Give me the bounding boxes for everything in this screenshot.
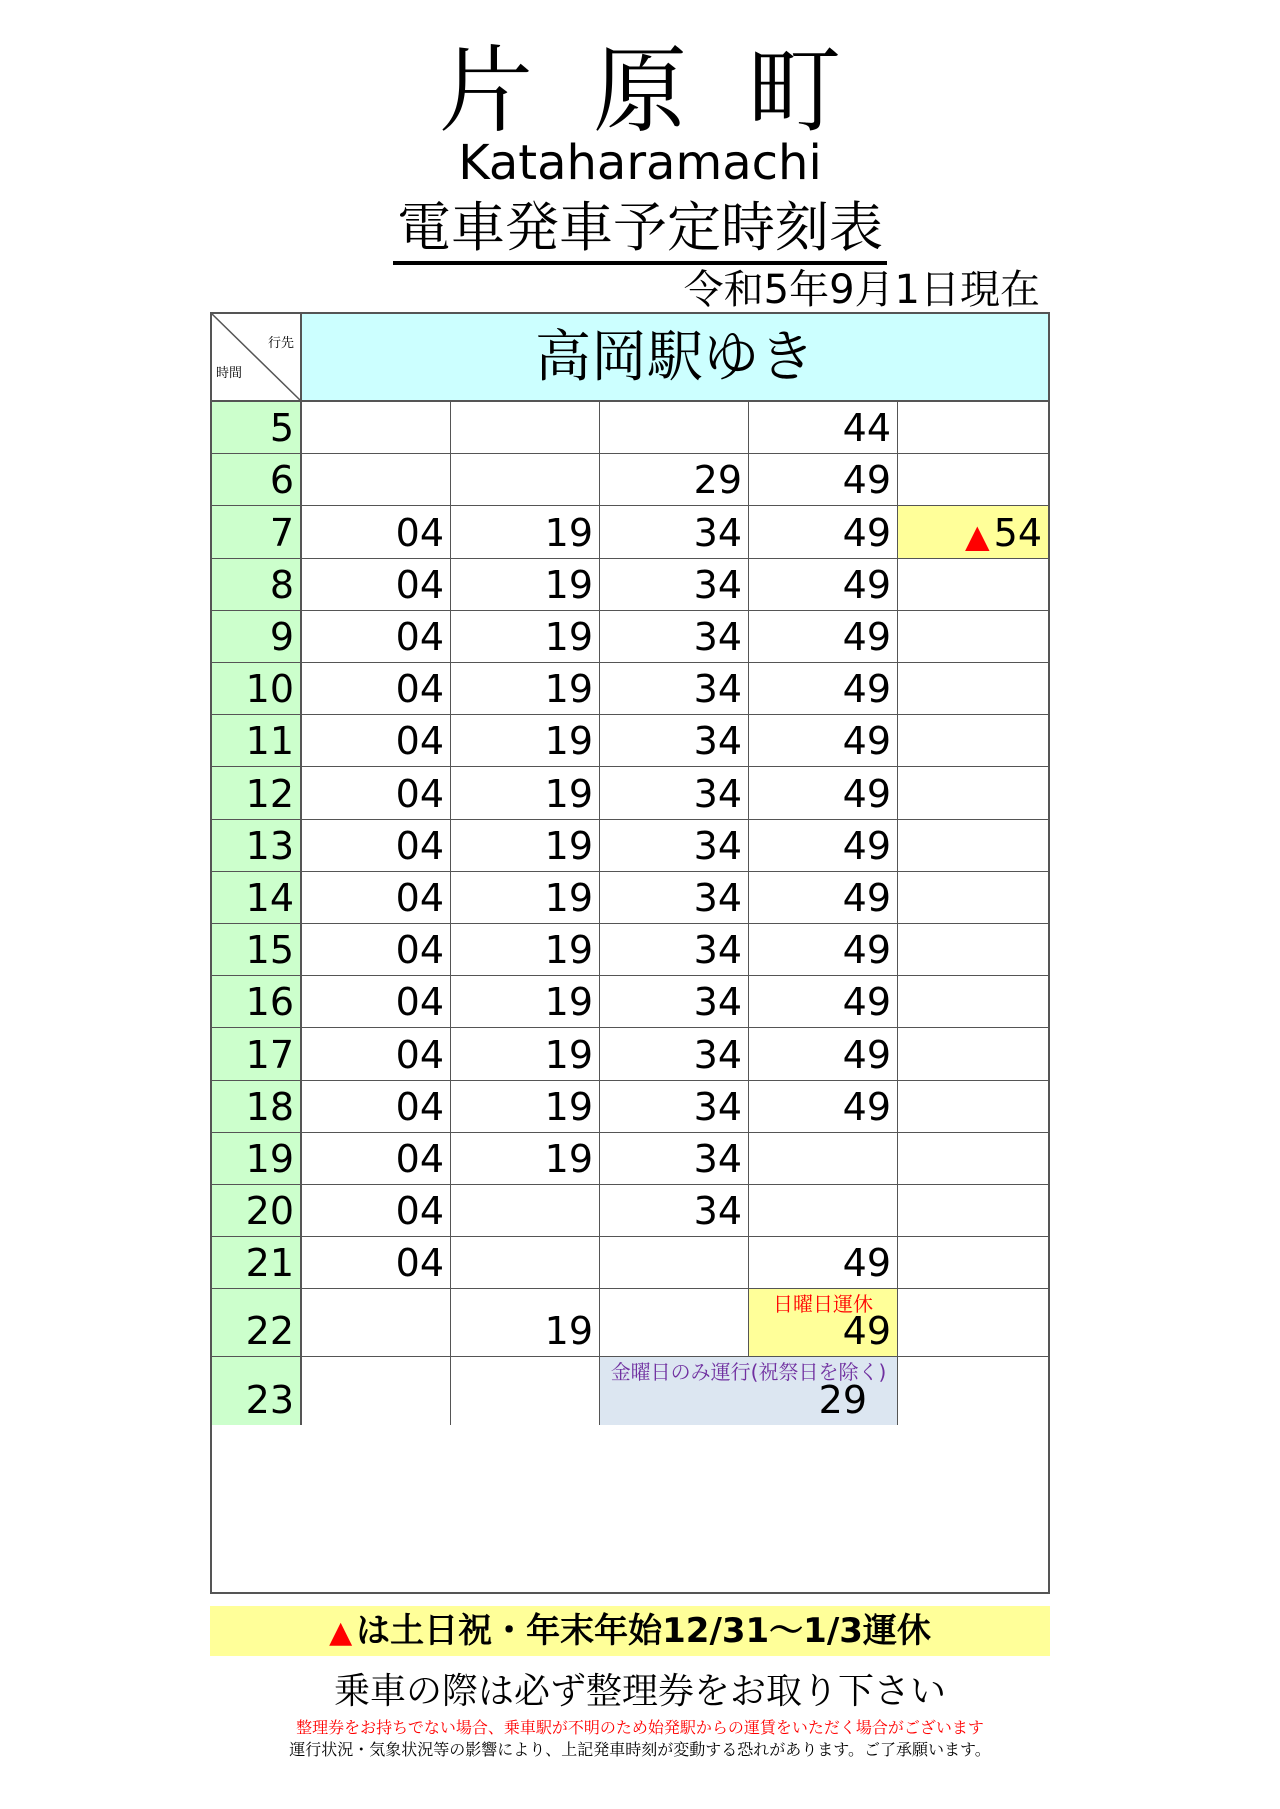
suspension-note-bar xyxy=(210,1606,1050,1656)
table-row xyxy=(212,663,1048,715)
minute-cell xyxy=(600,1237,749,1288)
triangle-mark-icon: ▲ xyxy=(329,1615,353,1650)
minute-cell xyxy=(898,402,1048,453)
minute-cell xyxy=(451,454,600,505)
table-row xyxy=(212,767,1048,819)
minute-cell xyxy=(451,402,600,453)
timetable-heading-text: 電車発車予定時刻表 xyxy=(393,196,887,265)
table-row xyxy=(212,1289,1048,1357)
minute-cell: 19 xyxy=(451,1028,600,1079)
hour-cell: 7 xyxy=(212,506,302,557)
ticket-warning: 整理券をお持ちでない場合、乗車駅が不明のため始発駅からの運賃をいただく場合がございます xyxy=(296,1718,984,1737)
minute-cell xyxy=(451,1237,600,1288)
hour-cell: 8 xyxy=(212,559,302,610)
minute-cell xyxy=(898,872,1048,923)
minute-cell: 04 xyxy=(302,663,451,714)
minute-cell: 04 xyxy=(302,611,451,662)
minute-cell: 49 xyxy=(749,820,898,871)
hour-cell: 23 xyxy=(212,1357,302,1425)
table-row xyxy=(212,1133,1048,1185)
minute-cell: 49 xyxy=(749,1028,898,1079)
table-row xyxy=(212,820,1048,872)
minute-cell xyxy=(898,1081,1048,1132)
minute-cell: 19 xyxy=(451,506,600,557)
minute-cell: 04 xyxy=(302,1133,451,1184)
minute-cell: 34 xyxy=(600,1133,749,1184)
minute-cell: 49 xyxy=(749,1237,898,1288)
minute-cell xyxy=(898,767,1048,818)
minute-cell: 19 xyxy=(451,767,600,818)
hour-cell: 12 xyxy=(212,767,302,818)
hour-cell: 10 xyxy=(212,663,302,714)
minute-value: 29 xyxy=(818,1378,867,1423)
minute-cell: 19 xyxy=(451,559,600,610)
minute-cell xyxy=(898,663,1048,714)
minute-cell: 19 xyxy=(451,872,600,923)
as-of-date: 令和5年9月1日現在 xyxy=(683,267,1040,313)
minute-cell xyxy=(749,1185,898,1236)
hour-cell: 15 xyxy=(212,924,302,975)
minute-cell: 49 xyxy=(749,872,898,923)
hour-cell: 6 xyxy=(212,454,302,505)
corner-destination-label: 行先 xyxy=(267,336,294,351)
hour-cell: 5 xyxy=(212,402,302,453)
minute-cell: 49 xyxy=(749,924,898,975)
hour-cell: 16 xyxy=(212,976,302,1027)
minute-cell xyxy=(898,820,1048,871)
minute-cell: 19 xyxy=(451,976,600,1027)
minute-cell: 34 xyxy=(600,1028,749,1079)
timetable xyxy=(210,312,1050,1594)
table-row xyxy=(212,454,1048,506)
minute-cell: 19 xyxy=(451,715,600,766)
table-row xyxy=(212,1237,1048,1289)
minute-cell xyxy=(898,1357,1048,1425)
minute-cell xyxy=(898,1185,1048,1236)
minute-cell: 49 xyxy=(749,715,898,766)
boarding-notice: 乗車の際は必ず整理券をお取り下さい xyxy=(333,1671,946,1712)
minute-cell: 34 xyxy=(600,976,749,1027)
minute-cell: 49 xyxy=(749,559,898,610)
suspension-note: は土日祝・年末年始12/31〜1/3運休 xyxy=(356,1611,931,1651)
minute-cell: 34 xyxy=(600,715,749,766)
hour-cell: 14 xyxy=(212,872,302,923)
minute-cell xyxy=(898,715,1048,766)
diagonal-divider xyxy=(212,314,300,400)
hour-cell: 20 xyxy=(212,1185,302,1236)
minute-cell: 04 xyxy=(302,559,451,610)
minute-cell xyxy=(600,402,749,453)
hour-cell: 21 xyxy=(212,1237,302,1288)
minute-cell xyxy=(600,1289,749,1356)
table-row xyxy=(212,611,1048,663)
minute-value: 54 xyxy=(993,510,1042,555)
friday-only-note: 金曜日のみ運行(祝祭日を除く) xyxy=(610,1360,887,1385)
minute-cell: 34 xyxy=(600,1185,749,1236)
delay-notice: 運行状況・気象状況等の影響により、上記発車時刻が変動する恐れがあります。ご了承願います。 xyxy=(289,1740,991,1759)
table-row xyxy=(212,924,1048,976)
minute-cell xyxy=(898,976,1048,1027)
triangle-mark-icon: ▲ xyxy=(965,516,990,555)
minute-cell xyxy=(898,1289,1048,1356)
minute-cell xyxy=(749,1289,898,1356)
minute-cell xyxy=(898,611,1048,662)
minute-cell xyxy=(302,1289,451,1356)
minute-cell xyxy=(302,454,451,505)
minute-cell: 34 xyxy=(600,663,749,714)
minute-cell: 49 xyxy=(749,454,898,505)
minute-cell: 04 xyxy=(302,924,451,975)
minute-value: 49 xyxy=(842,1309,891,1354)
minute-cell: 49 xyxy=(749,1081,898,1132)
minute-cell: 34 xyxy=(600,924,749,975)
destination-header: 高岡駅ゆき xyxy=(302,314,1048,402)
table-row xyxy=(212,1081,1048,1133)
minute-cell xyxy=(898,454,1048,505)
table-row xyxy=(212,715,1048,767)
hour-cell: 17 xyxy=(212,1028,302,1079)
minute-cell: 04 xyxy=(302,976,451,1027)
minute-cell: 19 xyxy=(451,611,600,662)
hour-cell: 11 xyxy=(212,715,302,766)
minute-cell: 04 xyxy=(302,767,451,818)
minute-cell: 49 xyxy=(749,663,898,714)
minute-cell: 34 xyxy=(600,611,749,662)
minute-cell: 34 xyxy=(600,559,749,610)
station-name: 片原町 xyxy=(438,37,901,146)
minute-cell: 49 xyxy=(749,976,898,1027)
table-row xyxy=(212,1185,1048,1237)
timetable-heading xyxy=(0,196,1280,260)
minute-cell xyxy=(451,1185,600,1236)
table-row xyxy=(212,1028,1048,1080)
minute-cell: 04 xyxy=(302,1028,451,1079)
hour-cell: 13 xyxy=(212,820,302,871)
minute-cell: 19 xyxy=(451,1081,600,1132)
minute-cell: 19 xyxy=(451,820,600,871)
minute-cell xyxy=(898,506,1048,557)
minute-cell: 04 xyxy=(302,506,451,557)
table-row xyxy=(212,976,1048,1028)
hour-cell: 19 xyxy=(212,1133,302,1184)
minute-cell xyxy=(898,1028,1048,1079)
hour-cell: 9 xyxy=(212,611,302,662)
minute-cell: 04 xyxy=(302,1081,451,1132)
station-romaji: Kataharamachi xyxy=(458,135,822,191)
minute-cell: 19 xyxy=(451,924,600,975)
minute-cell xyxy=(451,1357,600,1425)
table-row xyxy=(212,506,1048,558)
minute-cell: 49 xyxy=(749,611,898,662)
corner-cell xyxy=(212,314,302,402)
table-row xyxy=(212,1357,1048,1425)
table-row xyxy=(212,559,1048,611)
corner-time-label: 時間 xyxy=(216,366,243,381)
minute-cell xyxy=(898,559,1048,610)
table-row xyxy=(212,872,1048,924)
minute-cell xyxy=(302,402,451,453)
minute-cell: 34 xyxy=(600,820,749,871)
table-row xyxy=(212,402,1048,454)
minute-cell xyxy=(898,924,1048,975)
minute-cell: 49 xyxy=(749,506,898,557)
minute-cell: 34 xyxy=(600,506,749,557)
minute-cell xyxy=(898,1133,1048,1184)
minute-cell xyxy=(302,1357,451,1425)
minute-cell: 19 xyxy=(451,1133,600,1184)
minute-cell: 19 xyxy=(451,1289,600,1356)
minute-cell: 19 xyxy=(451,663,600,714)
minute-cell: 49 xyxy=(749,767,898,818)
minute-cell xyxy=(898,1237,1048,1288)
minute-cell: 04 xyxy=(302,1237,451,1288)
minute-cell: 04 xyxy=(302,1185,451,1236)
sunday-suspended-note: 日曜日運休 xyxy=(773,1292,873,1317)
minute-cell: 04 xyxy=(302,715,451,766)
minute-cell xyxy=(600,1357,898,1425)
hour-cell: 18 xyxy=(212,1081,302,1132)
minute-cell: 34 xyxy=(600,872,749,923)
minute-cell: 04 xyxy=(302,820,451,871)
minute-cell xyxy=(749,1133,898,1184)
minute-cell: 29 xyxy=(600,454,749,505)
minute-cell: 34 xyxy=(600,767,749,818)
minute-cell: 34 xyxy=(600,1081,749,1132)
minute-cell: 44 xyxy=(749,402,898,453)
minute-cell: 04 xyxy=(302,872,451,923)
hour-cell: 22 xyxy=(212,1289,302,1356)
